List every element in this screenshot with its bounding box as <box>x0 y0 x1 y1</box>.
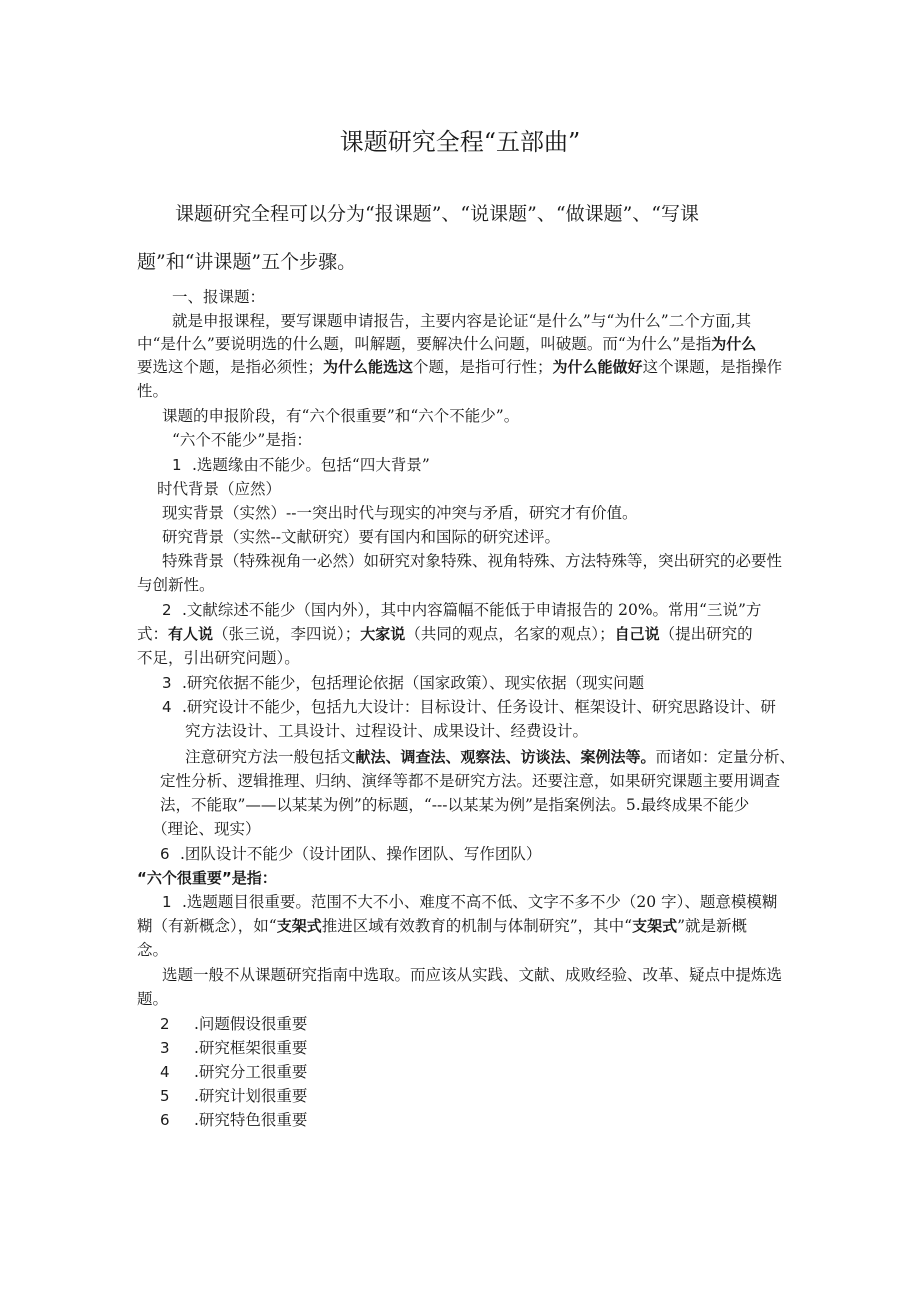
section-heading: “六个很重要”是指： <box>137 869 277 887</box>
list-item: 1 .选题缘由不能少。包括“四大背景” <box>172 456 430 474</box>
paragraph-line: 念。 <box>137 941 169 959</box>
paragraph-line: 究方法设计、工具设计、过程设计、成果设计、经费设计。 <box>185 722 589 740</box>
intro-line-2: 题”和“讲课题”五个步骤。 <box>137 251 357 273</box>
list-item: 4 .研究分工很重要 <box>160 1063 308 1081</box>
paragraph-line: 现实背景（实然）--一突出时代与现实的冲突与矛盾，研究才有价值。 <box>162 504 638 522</box>
paragraph-line: 课题的申报阶段，有“六个很重要”和“六个不能少”。 <box>162 407 520 425</box>
paragraph-line: 式：有人说（张三说，李四说）；大家说（共同的观点，名家的观点）；自己说（提出研究的 <box>137 625 753 643</box>
paragraph-line: 法，不能取”——以某某为例”的标题，“---以某某为例”是指案例法。5.最终成果不能少 <box>160 796 750 814</box>
paragraph-line: 定性分析、逻辑推理、归纳、演绎等都不是研究方法。还要注意，如果研究课题主要用调查 <box>160 772 781 790</box>
list-item: 2 .文献综述不能少（国内外），其中内容篇幅不能低于申请报告的 20%。常用“三说”方 <box>162 601 762 619</box>
paragraph-line: 时代背景（应然） <box>157 480 282 498</box>
paragraph-line: 糊（有新概念），如“支架式推进区域有效教育的机制与体制研究”，其中“支架式”就是新概 <box>137 917 748 935</box>
page-title: 课题研究全程“五部曲” <box>339 128 581 156</box>
paragraph-line: 性。 <box>137 382 169 400</box>
paragraph-line: 要选这个题，是指必须性；为什么能选这个题，是指可行性；为什么能做好这个课题，是指操作 <box>137 358 783 376</box>
paragraph-line: 中“是什么”要说明选的什么题，叫解题，要解决什么问题，叫破题。而“为什么”是指为什么 <box>137 335 757 353</box>
list-item: 3 .研究框架很重要 <box>160 1039 308 1057</box>
paragraph-line: 题。 <box>137 990 169 1008</box>
list-item: 6 .团队设计不能少（设计团队、操作团队、写作团队） <box>160 845 542 863</box>
paragraph-line: 选题一般不从课题研究指南中选取。而应该从实践、文献、成败经验、改革、疑点中提炼选 <box>162 966 783 984</box>
list-item: 6 .研究特色很重要 <box>160 1111 308 1129</box>
paragraph-line: 就是申报课程，要写课题申请报告，主要内容是论证“是什么”与“为什么”二个方面,其 <box>172 312 752 330</box>
list-item: 3 .研究依据不能少，包括理论依据（国家政策）、现实依据（现实问题 <box>162 674 645 692</box>
intro-line-1: 课题研究全程可以分为“报课题”、“说课题”、“做课题”、“写课 <box>175 203 699 225</box>
section-heading: 一、报课题： <box>172 288 266 306</box>
list-item: 2 .问题假设很重要 <box>160 1015 308 1033</box>
paragraph-line: 不足，引出研究问题）。 <box>137 649 300 667</box>
paragraph-line: 注意研究方法一般包括文献法、调查法、观察法、访谈法、案例法等。而诸如：定量分析、 <box>185 748 796 766</box>
paragraph-line: 研究背景（实然--文献研究）要有国内和国际的研究述评。 <box>162 528 560 546</box>
list-item: 5 .研究计划很重要 <box>160 1087 308 1105</box>
list-item: 1 .选题题目很重要。范围不大不小、难度不高不低、文字不多不少（20 字）、题意模模糊 <box>162 893 778 911</box>
list-item: 4 .研究设计不能少，包括九大设计：目标设计、任务设计、框架设计、研究思路设计、研 <box>162 698 776 716</box>
paragraph-line: “六个不能少”是指： <box>172 431 312 449</box>
paragraph-line: 特殊背景（特殊视角一必然）如研究对象特殊、视角特殊、方法特殊等，突出研究的必要性 <box>162 552 783 570</box>
paragraph-line: （理论、现实） <box>152 820 261 838</box>
paragraph-line: 与创新性。 <box>137 576 215 594</box>
